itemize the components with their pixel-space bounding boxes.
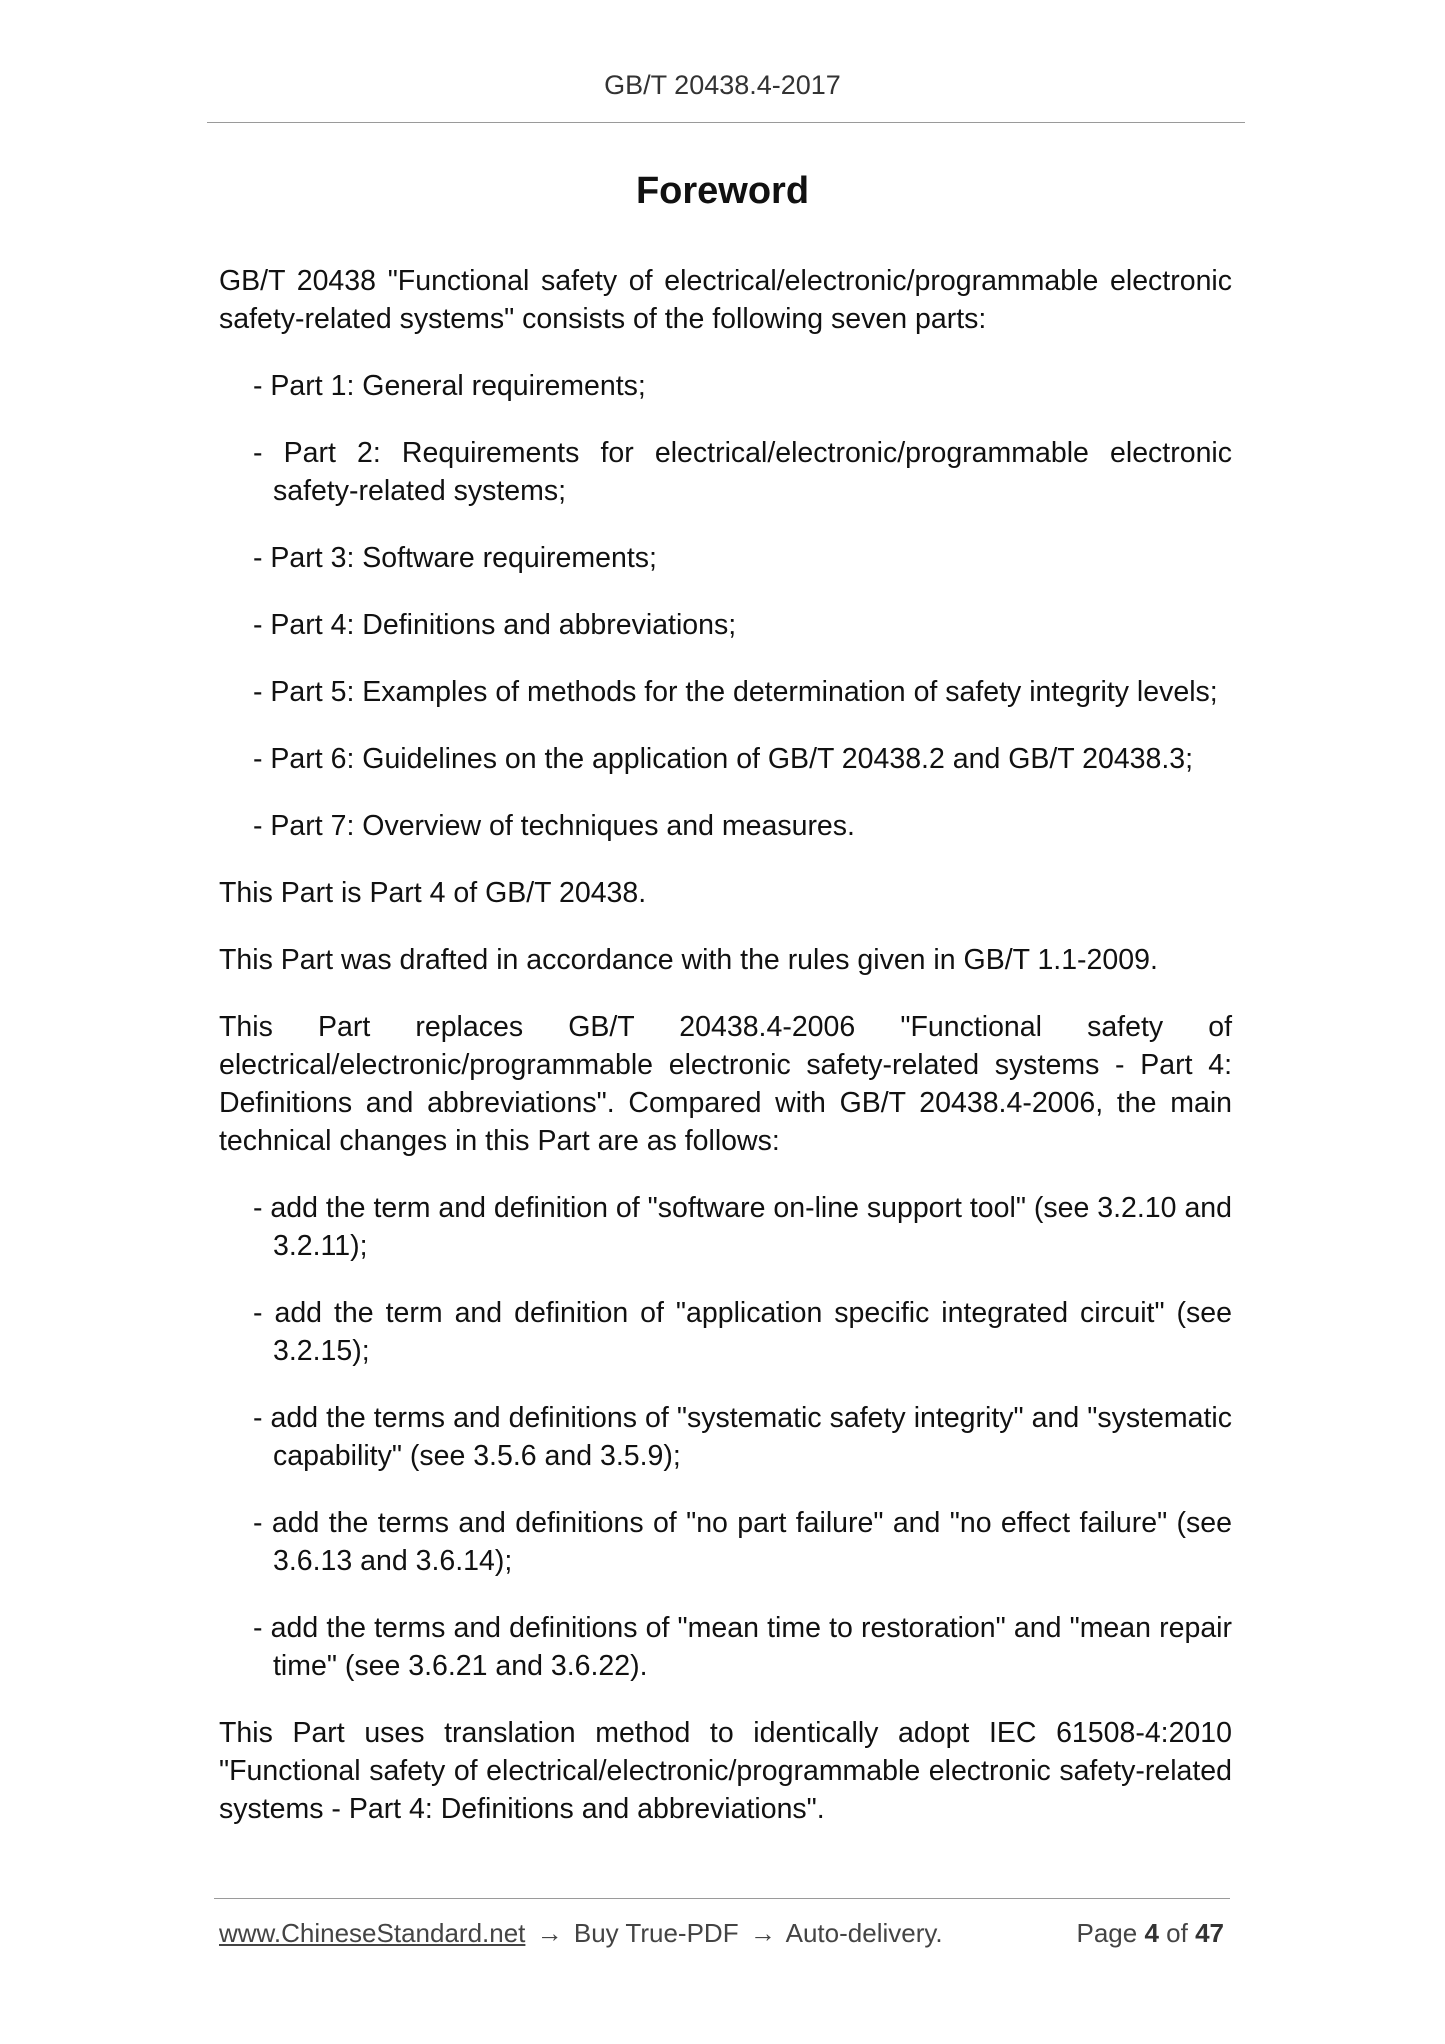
page-current: 4 bbox=[1144, 1918, 1159, 1948]
part-list-item: - Part 5: Examples of methods for the determination of safety integrity levels; bbox=[253, 676, 1218, 708]
arrow-right-icon: → bbox=[536, 1918, 563, 1948]
website-link[interactable]: www.ChineseStandard.net bbox=[219, 1918, 526, 1948]
running-header: GB/T 20438.4-2017 bbox=[604, 70, 841, 100]
part-list-item: - Part 2: Requirements for electrical/electronic/programmable electronic safety-related systems; bbox=[253, 437, 1232, 507]
drafting-rules-paragraph: This Part was drafted in accordance with the rules given in GB/T 1.1-2009. bbox=[219, 944, 1158, 976]
replaces-paragraph: This Part replaces GB/T 20438.4-2006 "Functional safety of electrical/electronic/programmable electronic safety-related systems - Part 4: Definitions and abbreviations". Compared with GB/T 20438.4-2006, the main technical changes in this Part are as follows: bbox=[219, 1011, 1232, 1157]
page-of-label: of bbox=[1166, 1918, 1188, 1948]
page-indicator bbox=[1076, 1918, 1224, 1949]
part-list-item: - Part 3: Software requirements; bbox=[253, 542, 657, 574]
change-list-item: - add the terms and definitions of "no part failure" and "no effect failure" (see 3.6.13 and 3.6.14); bbox=[253, 1507, 1232, 1577]
page-total: 47 bbox=[1195, 1918, 1224, 1948]
change-list-item: - add the terms and definitions of "systematic safety integrity" and "systematic capability" (see 3.5.6 and 3.5.9); bbox=[253, 1402, 1232, 1472]
page-footer bbox=[219, 1918, 1224, 1949]
buy-pdf-text: Buy True-PDF bbox=[573, 1918, 739, 1948]
part-list-item: - Part 4: Definitions and abbreviations; bbox=[253, 609, 737, 641]
part-list-item: - Part 6: Guidelines on the application of GB/T 20438.2 and GB/T 20438.3; bbox=[253, 743, 1194, 775]
part-list-item: - Part 1: General requirements; bbox=[253, 370, 646, 402]
change-list-item: - add the term and definition of "software on-line support tool" (see 3.2.10 and 3.2.11); bbox=[253, 1192, 1232, 1262]
intro-paragraph: GB/T 20438 "Functional safety of electrical/electronic/programmable electronic safety-related systems" consists of the following seven parts: bbox=[219, 265, 1232, 335]
arrow-right-icon: → bbox=[749, 1918, 776, 1948]
change-list-item: - add the terms and definitions of "mean time to restoration" and "mean repair time" (see 3.6.21 and 3.6.22). bbox=[253, 1612, 1232, 1682]
document-body bbox=[219, 262, 1232, 1857]
part-list-item: - Part 7: Overview of techniques and measures. bbox=[253, 810, 855, 842]
part-number-paragraph: This Part is Part 4 of GB/T 20438. bbox=[219, 877, 647, 909]
page-label: Page bbox=[1076, 1918, 1138, 1948]
header-divider bbox=[207, 122, 1245, 123]
change-list-item: - add the term and definition of "application specific integrated circuit" (see 3.2.15); bbox=[253, 1297, 1232, 1367]
footer-divider bbox=[214, 1898, 1230, 1899]
adoption-paragraph: This Part uses translation method to identically adopt IEC 61508-4:2010 "Functional safety of electrical/electronic/programmable electronic safety-related systems - Part 4: Definitions and abbreviations". bbox=[219, 1717, 1232, 1825]
page-title: Foreword bbox=[635, 170, 810, 212]
auto-delivery-text: Auto-delivery. bbox=[785, 1918, 943, 1948]
